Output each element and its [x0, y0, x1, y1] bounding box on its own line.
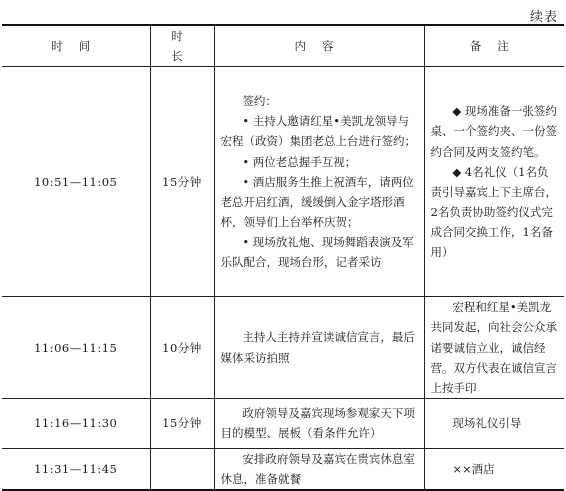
- content-line: 安排政府领导及嘉宾在贵宾休息室休息，准备就餐: [220, 452, 415, 487]
- content-cell: [214, 67, 424, 297]
- content-line: • 两位老总握手互视；: [242, 154, 357, 169]
- notes-line: 宏程和红星•美凯龙共同发起，向社会公众承诺要诚信立业，诚信经营。双方代表在诚信宣言上按手印: [430, 300, 557, 395]
- table-row: [2, 297, 564, 399]
- notes-line: ××酒店: [452, 462, 495, 477]
- duration-cell: 15分钟: [150, 67, 214, 297]
- header-notes: 备注: [424, 25, 564, 67]
- notes-line: 现场礼仪引导: [452, 416, 522, 431]
- duration-cell: 10分钟: [150, 297, 214, 399]
- notes-cell: [424, 448, 564, 490]
- notes-line: ◆ 4名礼仪（1名负责引导嘉宾上下主席台，2名负责协助签约仪式完成合同交换工作，1名备用）: [430, 164, 557, 260]
- notes-cell: [424, 297, 564, 399]
- content-cell: [214, 448, 424, 490]
- content-line: • 现场放礼炮、现场舞蹈表演及军乐队配合，现场台形，记者采访: [220, 235, 414, 270]
- time-cell: 10:51—11:05: [2, 67, 150, 297]
- content-line: • 主持人邀请红星•美凯龙领导与宏程（政资）集团老总上台进行签约；: [220, 114, 416, 149]
- notes-cell: [424, 67, 564, 297]
- content-line: • 酒店服务生推上祝酒车，请两位老总开启红酒，缓缓倒入金字塔形酒杯，领导们上台举杯庆贺；: [220, 174, 414, 229]
- time-cell: 11:06—11:15: [2, 297, 150, 399]
- continued-label: 续表: [529, 10, 558, 25]
- content-line: 签约：: [242, 94, 277, 109]
- content-line: 主持人主持并宣读诚信宣言，最后媒体采访拍照: [220, 330, 415, 365]
- duration-cell: [150, 448, 214, 490]
- table-row: [2, 67, 564, 297]
- header-duration: 时长: [150, 25, 214, 67]
- header-content: 内容: [214, 25, 424, 67]
- duration-cell: 15分钟: [150, 398, 214, 448]
- header-time: 时间: [2, 25, 150, 67]
- content-line: 政府领导及嘉宾现场参观家天下项目的模型、展板（看条件允许）: [220, 406, 415, 441]
- time-cell: 11:16—11:30: [2, 398, 150, 448]
- table-row: [2, 398, 564, 448]
- content-cell: [214, 297, 424, 399]
- header-row: [2, 25, 564, 67]
- content-cell: [214, 398, 424, 448]
- notes-line: ◆ 现场准备一张签约桌、一个签约夹、一份签约合同及两支签约笔。: [430, 104, 557, 159]
- table-row: [2, 448, 564, 490]
- schedule-table: [2, 24, 564, 491]
- notes-cell: [424, 398, 564, 448]
- time-cell: 11:31—11:45: [2, 448, 150, 490]
